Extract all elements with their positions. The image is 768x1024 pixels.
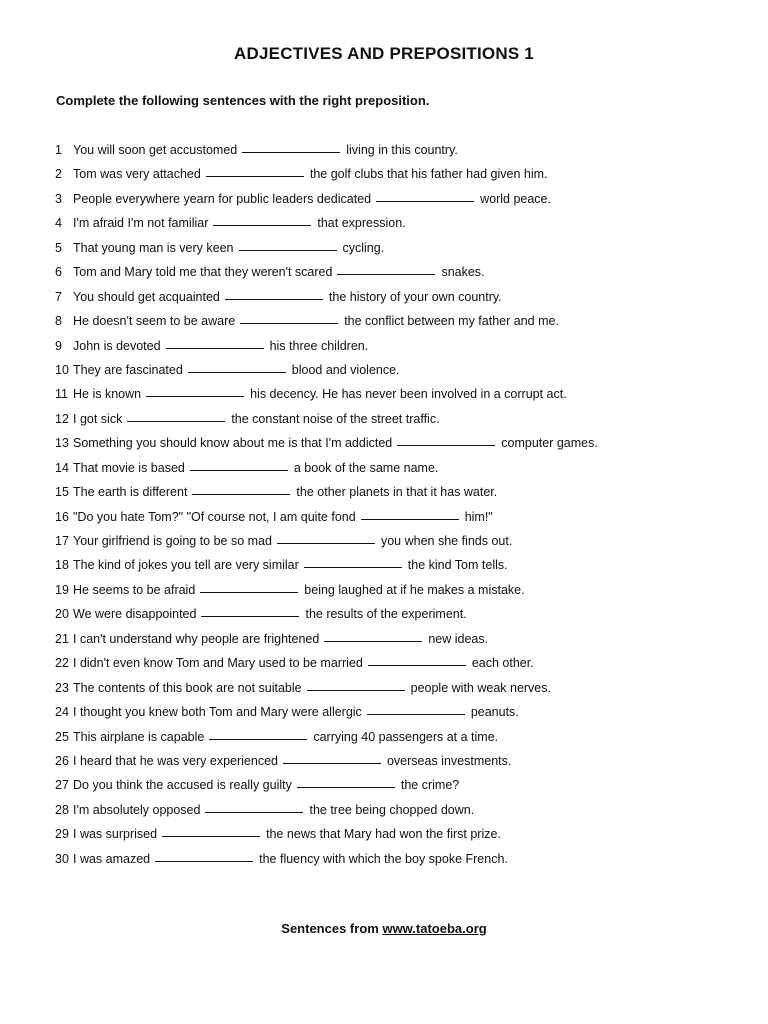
sentence-number: 6 (55, 265, 62, 280)
sentence-number: 22 (55, 656, 69, 671)
sentence-number: 24 (55, 705, 69, 720)
sentence-row (55, 778, 735, 802)
answer-blank[interactable] (304, 566, 402, 568)
sentence-row (55, 558, 735, 582)
sentence-number: 12 (55, 411, 69, 426)
answer-blank[interactable] (242, 151, 340, 153)
answer-blank[interactable] (200, 591, 298, 593)
sentence-row (55, 192, 735, 216)
sentence-text-after: computer games. (501, 436, 598, 451)
sentence-text-after: him!" (464, 509, 493, 524)
sentence-number: 3 (55, 191, 62, 206)
sentence-text-after: being laughed at if he makes a mistake. (304, 582, 525, 597)
sentence-text-after: the tree being chopped down. (309, 802, 475, 817)
sentence-row (55, 412, 735, 436)
sentence-text-after: blood and violence. (291, 362, 400, 377)
sentence-row (55, 656, 735, 680)
sentence-text-after: cycling. (342, 240, 385, 255)
answer-blank[interactable] (307, 689, 405, 691)
sentence-number: 19 (55, 582, 69, 597)
footer (0, 921, 768, 936)
sentence-number: 25 (55, 729, 69, 744)
sentence-number: 30 (55, 851, 69, 866)
sentence-text-before: The earth is different (73, 485, 188, 500)
sentence-text-after: his three children. (269, 338, 369, 353)
answer-blank[interactable] (213, 224, 311, 226)
sentence-row (55, 681, 735, 705)
answer-blank[interactable] (337, 273, 435, 275)
sentence-row (55, 534, 735, 558)
sentence-text-before: Do you think the accused is really guilty (73, 778, 292, 793)
sentence-number: 27 (55, 778, 69, 793)
sentence-text-before: I'm absolutely opposed (73, 802, 201, 817)
sentence-row (55, 730, 735, 754)
sentence-text-before: John is devoted (73, 338, 161, 353)
sentence-row (55, 143, 735, 167)
sentence-number: 14 (55, 460, 69, 475)
sentence-text-after: living in this country. (346, 143, 458, 157)
sentence-text-before: I heard that he was very experienced (73, 753, 278, 768)
sentence-text-before: I'm afraid I'm not familiar (73, 216, 209, 231)
sentence-text-after: carrying 40 passengers at a time. (313, 729, 499, 744)
sentence-number: 16 (55, 509, 69, 524)
sentence-text-before: That movie is based (73, 460, 185, 475)
sentence-text-after: a book of the same name. (293, 460, 439, 475)
sentence-text-after: overseas investments. (386, 753, 512, 768)
sentence-number: 28 (55, 802, 69, 817)
sentence-text-after: peanuts. (470, 705, 519, 720)
answer-blank[interactable] (146, 395, 244, 397)
sentence-text-before: The kind of jokes you tell are very similar (73, 558, 299, 573)
sentence-text-before: Tom and Mary told me that they weren't scared (73, 265, 333, 280)
sentence-text-before: I can't understand why people are frightened (73, 631, 320, 646)
sentence-row (55, 339, 735, 363)
sentence-number: 5 (55, 240, 62, 255)
sentence-text-after: his decency. He has never been involved in a corrupt act. (250, 387, 567, 402)
sentence-text-after: world peace. (480, 191, 551, 206)
sentence-number: 2 (55, 167, 62, 182)
answer-blank[interactable] (239, 249, 337, 251)
sentence-row (55, 216, 735, 240)
sentence-number: 15 (55, 485, 69, 500)
sentence-text-after: the fluency with which the boy spoke French. (259, 851, 508, 866)
sentence-text-before: This airplane is capable (73, 729, 205, 744)
answer-blank[interactable] (190, 469, 288, 471)
sentence-text-before: I thought you knew both Tom and Mary were allergic (73, 705, 362, 720)
sentence-text-before: Tom was very attached (73, 167, 201, 182)
answer-blank[interactable] (192, 493, 290, 495)
sentence-row (55, 607, 735, 631)
answer-blank[interactable] (201, 615, 299, 617)
sentence-row (55, 241, 735, 265)
sentence-row (55, 754, 735, 778)
sentence-text-before: Something you should know about me is that I'm addicted (73, 436, 393, 451)
sentence-number: 4 (55, 216, 62, 231)
sentence-text-after: the results of the experiment. (305, 607, 467, 622)
answer-blank[interactable] (206, 175, 304, 177)
sentence-text-before: You should get acquainted (73, 289, 220, 304)
sentence-row (55, 852, 735, 876)
sentence-number: 21 (55, 631, 69, 646)
footer-prefix: Sentences from (281, 921, 379, 936)
sentence-row (55, 583, 735, 607)
sentence-text-after: the other planets in that it has water. (296, 485, 498, 500)
answer-blank[interactable] (166, 347, 264, 349)
sentence-text-after: people with weak nerves. (410, 680, 551, 695)
sentence-text-before: People everywhere yearn for public leaders dedicated (73, 191, 372, 206)
page-title: ADJECTIVES AND PREPOSITIONS 1 (234, 44, 534, 63)
answer-blank[interactable] (162, 835, 260, 837)
sentence-text-before: We were disappointed (73, 607, 197, 622)
sentence-text-before: You will soon get accustomed (73, 143, 238, 157)
answer-blank[interactable] (367, 713, 465, 715)
answer-blank[interactable] (188, 371, 286, 373)
sentence-text-before: I was surprised (73, 827, 158, 842)
sentence-text-after: the constant noise of the street traffic. (231, 411, 440, 426)
tatoeba-link[interactable]: www.tatoeba.org (382, 921, 487, 936)
sentence-text-before: "Do you hate Tom?" "Of course not, I am quite fond (73, 509, 356, 524)
answer-blank[interactable] (240, 322, 338, 324)
sentence-row (55, 436, 735, 460)
answer-blank[interactable] (225, 298, 323, 300)
sentence-text-after: that expression. (317, 216, 406, 231)
sentence-text-after: the kind Tom tells. (407, 558, 508, 573)
sentence-text-after: each other. (471, 656, 534, 671)
sentence-row (55, 510, 735, 534)
sentence-text-before: I was amazed (73, 851, 151, 866)
sentence-row (55, 827, 735, 851)
sentence-row (55, 705, 735, 729)
sentence-text-after: the history of your own country. (328, 289, 502, 304)
sentence-text-after: snakes. (441, 265, 485, 280)
sentence-row (55, 265, 735, 289)
sentence-list (55, 143, 735, 876)
sentence-number: 10 (55, 362, 69, 377)
sentence-text-before: He is known (73, 387, 142, 402)
sentence-text-before: I got sick (73, 411, 123, 426)
answer-blank[interactable] (277, 542, 375, 544)
sentence-text-after: new ideas. (428, 631, 489, 646)
sentence-text-before: He seems to be afraid (73, 582, 196, 597)
answer-blank[interactable] (376, 200, 474, 202)
sentence-row (55, 290, 735, 314)
answer-blank[interactable] (205, 811, 303, 813)
sentence-text-before: I didn't even know Tom and Mary used to be married (73, 656, 363, 671)
answer-blank[interactable] (155, 860, 253, 862)
sentence-row (55, 461, 735, 485)
sentence-text-before: Your girlfriend is going to be so mad (73, 534, 272, 548)
sentence-text-before: They are fascinated (73, 362, 183, 377)
sentence-text-after: the crime? (400, 778, 460, 793)
sentence-row (55, 485, 735, 509)
sentence-row (55, 314, 735, 338)
answer-blank[interactable] (127, 420, 225, 422)
sentence-text-after: the conflict between my father and me. (344, 314, 559, 329)
answer-blank[interactable] (297, 786, 395, 788)
sentence-number: 11 (55, 387, 68, 402)
sentence-text-before: The contents of this book are not suitable (73, 680, 302, 695)
sentence-row (55, 387, 735, 411)
sentence-number: 7 (55, 289, 62, 304)
answer-blank[interactable] (361, 518, 459, 520)
sentence-number: 1 (55, 143, 62, 157)
answer-blank[interactable] (324, 640, 422, 642)
sentence-row (55, 167, 735, 191)
sentence-row (55, 632, 735, 656)
sentence-number: 20 (55, 607, 69, 622)
sentence-row (55, 803, 735, 827)
sentence-number: 17 (55, 534, 69, 548)
sentence-number: 13 (55, 436, 69, 451)
answer-blank[interactable] (397, 444, 495, 446)
sentence-number: 18 (55, 558, 69, 573)
sentence-number: 29 (55, 827, 69, 842)
sentence-text-before: That young man is very keen (73, 240, 234, 255)
sentence-number: 9 (55, 338, 62, 353)
sentence-text-after: the golf clubs that his father had given him. (309, 167, 548, 182)
answer-blank[interactable] (368, 664, 466, 666)
sentence-number: 26 (55, 753, 69, 768)
sentence-text-after: the news that Mary had won the first prize. (266, 827, 501, 842)
instruction-text: Complete the following sentences with the right preposition. (56, 93, 430, 108)
sentence-text-before: He doesn't seem to be aware (73, 314, 236, 329)
answer-blank[interactable] (283, 762, 381, 764)
sentence-number: 23 (55, 680, 69, 695)
sentence-number: 8 (55, 314, 62, 329)
sentence-text-after: you when she finds out. (380, 534, 513, 548)
answer-blank[interactable] (209, 738, 307, 740)
sentence-row (55, 363, 735, 387)
